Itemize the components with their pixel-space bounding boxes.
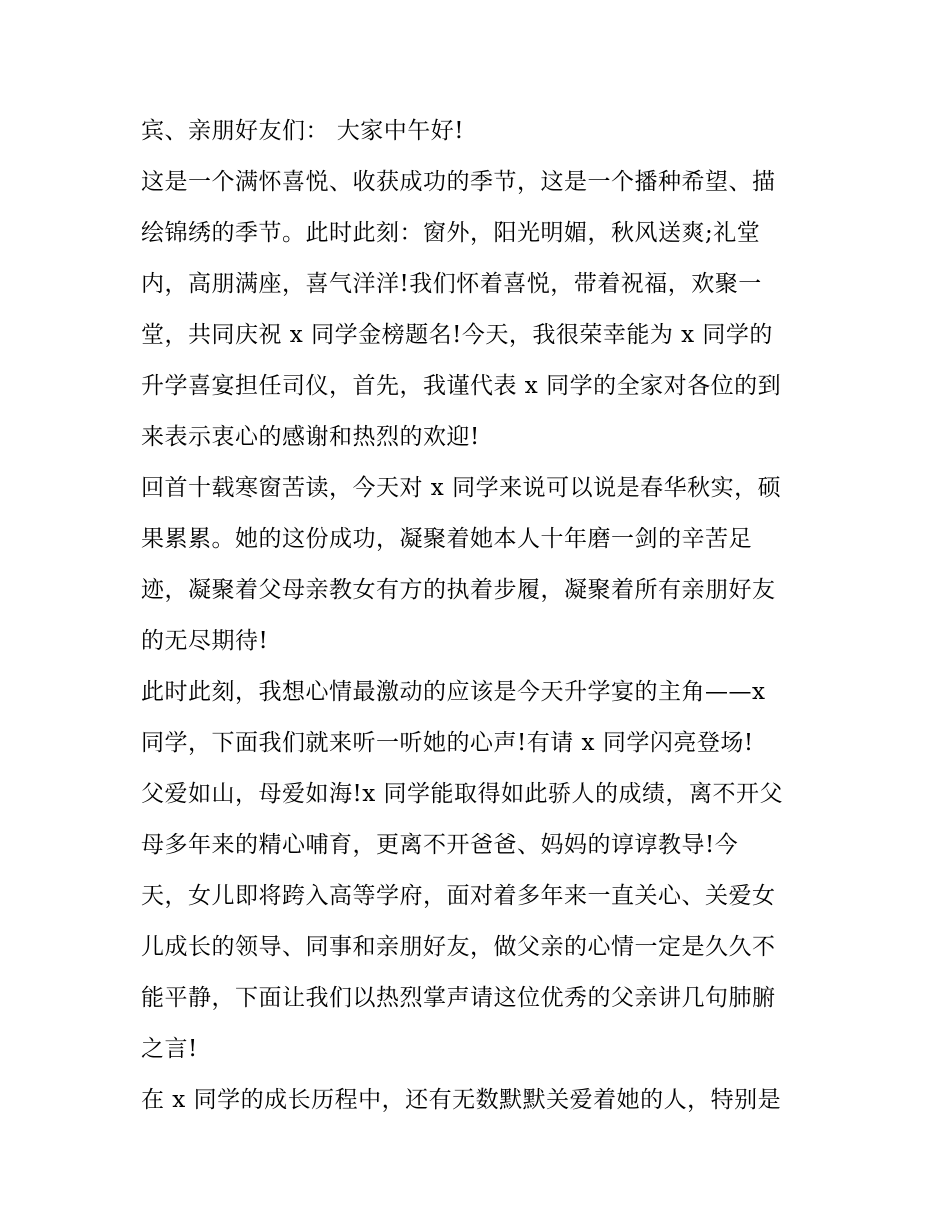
- paragraph-opening: [141, 157, 821, 463]
- text-line: 的无尽期待!: [141, 628, 269, 654]
- text-line: 内，高朋满座，喜气洋洋!我们怀着喜悦，带着祝福，欢聚一: [141, 271, 762, 297]
- paragraph-achievement: [141, 463, 821, 667]
- text-line: 同学，下面我们就来听一听她的心声!有请 x 同学闪亮登场!: [141, 730, 754, 756]
- text-line: 果累累。她的这份成功，凝聚着她本人十年磨一剑的辛苦足: [141, 526, 752, 552]
- text-line: 迹，凝聚着父母亲教女有方的执着步履，凝聚着所有亲朋好友: [141, 577, 776, 603]
- paragraph-greeting: [141, 106, 821, 157]
- paragraph-father-speech: [141, 769, 821, 1075]
- paragraph-student-speech: [141, 667, 821, 769]
- text-line: 此时此刻，我想心情最激动的应该是今天升学宴的主角——x: [141, 679, 766, 705]
- text-line: 在 x 同学的成长历程中，还有无数默默关爱着她的人，特别是: [141, 1087, 782, 1113]
- paragraph-gratitude: [141, 1075, 821, 1126]
- text-line: 升学喜宴担任司仪，首先，我谨代表 x 同学的全家对各位的到: [141, 373, 782, 399]
- document-body: [141, 106, 821, 1126]
- text-line: 宾、亲朋好友们： 大家中午好!: [141, 118, 465, 144]
- text-line: 父爱如山，母爱如海!x 同学能取得如此骄人的成绩，离不开父: [141, 781, 784, 807]
- text-line: 之言!: [141, 1036, 198, 1062]
- text-line: 儿成长的领导、同事和亲朋好友，做父亲的心情一定是久久不: [141, 934, 776, 960]
- text-line: 来表示衷心的感谢和热烈的欢迎!: [141, 424, 480, 450]
- text-line: 母多年来的精心哺育，更离不开爸爸、妈妈的谆谆教导!今: [141, 832, 739, 858]
- text-line: 绘锦绣的季节。此时此刻：窗外，阳光明媚，秋风送爽;礼堂: [141, 220, 761, 246]
- text-line: 这是一个满怀喜悦、收获成功的季节，这是一个播种希望、描: [141, 169, 776, 195]
- text-line: 能平静，下面让我们以热烈掌声请这位优秀的父亲讲几句肺腑: [141, 985, 776, 1011]
- text-line: 天，女儿即将跨入高等学府，面对着多年来一直关心、关爱女: [141, 883, 776, 909]
- text-line: 堂，共同庆祝 x 同学金榜题名!今天，我很荣幸能为 x 同学的: [141, 322, 773, 348]
- text-line: 回首十载寒窗苦读，今天对 x 同学来说可以说是春华秋实，硕: [141, 475, 782, 501]
